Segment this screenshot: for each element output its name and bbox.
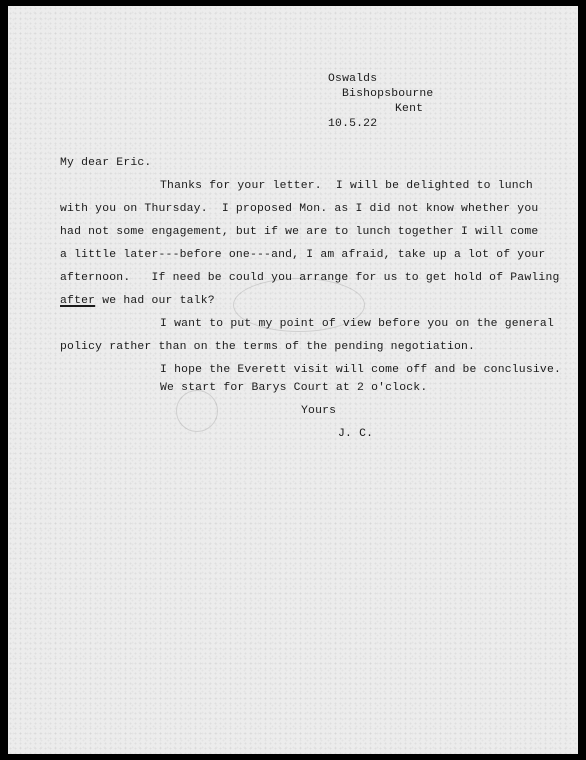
underlined-word: after [60,295,96,307]
body-line-6-rest: we had our talk? [95,295,215,307]
paragraph2-line-2: policy rather than on the terms of the pending negotiation. [60,341,476,353]
body-line-4: a little later---before one---and, I am afraid, take up a lot of your [60,249,546,261]
address-line-2: Bishopsbourne [342,88,434,100]
signature: J. C. [338,428,374,440]
paragraph2-line-1: I want to put my point of view before you on the general [160,318,554,330]
closing: Yours [301,405,337,417]
paragraph3: I hope the Everett visit will come off and be conclusive. [160,364,562,376]
body-line-2: with you on Thursday. I proposed Mon. as I did not know whether you [60,203,539,215]
paragraph4: We start for Barys Court at 2 o'clock. [160,382,428,394]
faint-stamp-mark-lower [176,390,218,432]
letter-page [8,6,578,754]
body-line-3: had not some engagement, but if we are to lunch together I will come [60,226,539,238]
body-line-5: afternoon. If need be could you arrange for us to get hold of Pawling [60,272,560,284]
body-line-6 [60,296,215,307]
address-line-3: Kent [395,103,424,115]
letter-date: 10.5.22 [328,118,378,130]
salutation: My dear Eric. [60,157,152,169]
body-line-1: Thanks for your letter. I will be delighted to lunch [160,180,533,192]
address-line-1: Oswalds [328,73,378,85]
